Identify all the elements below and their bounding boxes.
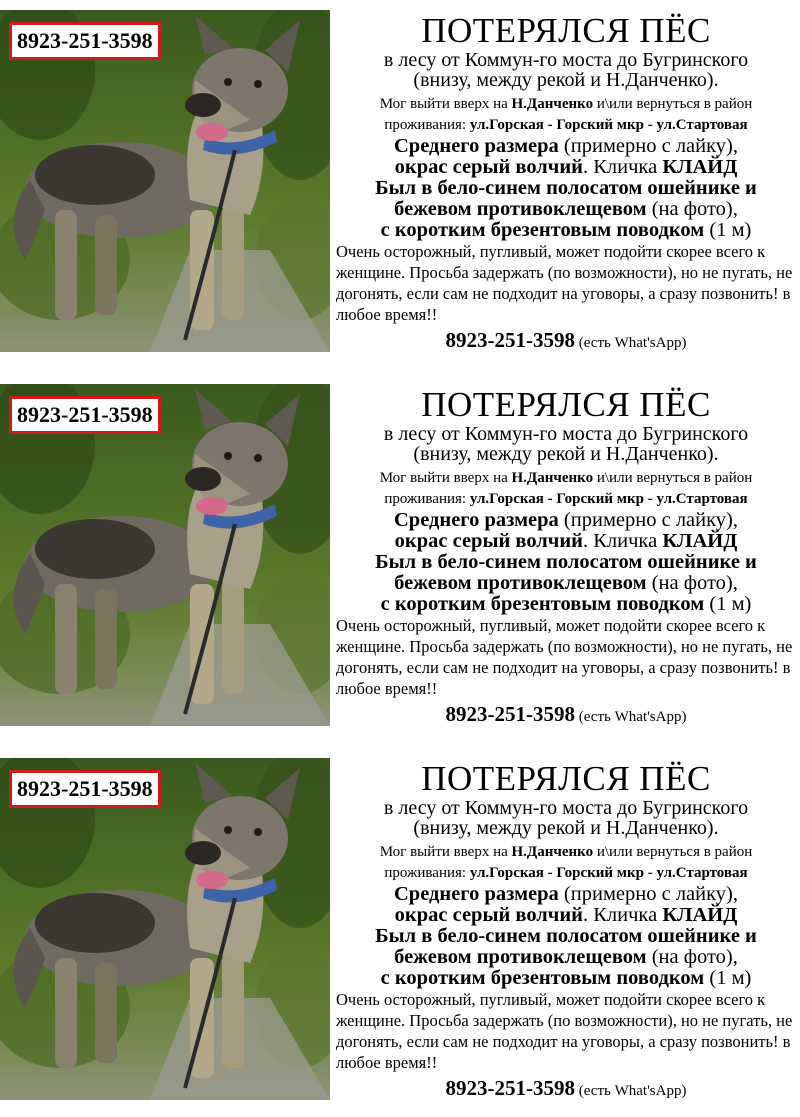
dog-photo: [0, 10, 330, 352]
route-streets-2: ул.Горская - Горский мкр - ул.Стартовая: [469, 117, 748, 133]
collar-bold-1: Был в бело-синем полосатом ошейнике и: [375, 177, 757, 199]
route-prefix: Мог выйти вверх на: [379, 470, 512, 486]
contact-phone: 8923-251-3598: [445, 328, 576, 352]
collar-line-2: [336, 199, 796, 220]
size-line: [336, 884, 796, 905]
lost-dog-flyer: [0, 10, 800, 356]
route-prefix-2: проживания:: [384, 491, 470, 507]
route-prefix-2: проживания:: [384, 117, 470, 133]
color-name-line: [336, 531, 796, 552]
name-prefix: . Кличка: [583, 904, 663, 926]
dog-illustration: [0, 10, 330, 352]
dog-name: КЛАЙД: [662, 904, 738, 926]
leash-rest: (1 м): [704, 219, 752, 241]
size-rest: (примерно с лайку),: [558, 883, 739, 905]
route-info: [336, 842, 796, 884]
route-prefix-2: проживания:: [384, 865, 470, 881]
collar-line-2: [336, 573, 796, 594]
collar-bold-2: бежевом противоклещевом: [394, 572, 647, 594]
leash-line: [336, 968, 796, 989]
route-info: [336, 468, 796, 510]
contact-note: (есть What'sApp): [575, 1083, 687, 1099]
collar-rest: (на фото),: [646, 572, 738, 594]
route-mid: и\или вернуться в район: [593, 96, 753, 112]
size-bold: Среднего размера: [393, 135, 559, 157]
contact-line: [336, 326, 796, 357]
phone-badge: 8923-251-3598: [9, 770, 161, 808]
warning-text: Очень осторожный, пугливый, может подойти скорее всего к женщине. Просьба задержать (по возможности), но не пугать, не догонять, если сам не подходит на уговоры, а сразу позвонить! в любое время!!: [336, 242, 793, 324]
route-mid: и\или вернуться в район: [593, 470, 753, 486]
route-mid: и\или вернуться в район: [593, 844, 753, 860]
color-bold: окрас серый волчий: [394, 530, 583, 552]
flyer-text: [336, 758, 796, 1105]
contact-line: [336, 700, 796, 731]
dog-name: КЛАЙД: [662, 530, 738, 552]
warning-text: Очень осторожный, пугливый, может подойти скорее всего к женщине. Просьба задержать (по возможности), но не пугать, не догонять, если сам не подходит на уговоры, а сразу позвонить! в любое время!!: [336, 616, 793, 698]
collar-line-2: [336, 947, 796, 968]
color-name-line: [336, 905, 796, 926]
name-prefix: . Кличка: [583, 156, 663, 178]
route-info: [336, 94, 796, 136]
collar-line-1: [336, 926, 796, 947]
contact-line: [336, 1074, 796, 1105]
dog-photo: [0, 758, 330, 1100]
contact-phone: 8923-251-3598: [445, 1076, 576, 1100]
route-prefix: Мог выйти вверх на: [379, 96, 512, 112]
contact-note: (есть What'sApp): [575, 335, 687, 351]
leash-rest: (1 м): [704, 967, 752, 989]
lost-dog-flyer: [0, 384, 800, 730]
phone-badge: 8923-251-3598: [9, 396, 161, 434]
size-rest: (примерно с лайку),: [558, 509, 739, 531]
leash-bold: с коротким брезентовым поводком: [380, 593, 705, 615]
name-prefix: . Кличка: [583, 530, 663, 552]
collar-bold-2: бежевом противоклещевом: [394, 198, 647, 220]
collar-line-1: [336, 552, 796, 573]
leash-line: [336, 220, 796, 241]
location-line-2: (внизу, между рекой и Н.Данченко).: [413, 69, 719, 91]
phone-badge: 8923-251-3598: [9, 22, 161, 60]
collar-rest: (на фото),: [646, 946, 738, 968]
location-line-2: (внизу, между рекой и Н.Данченко).: [413, 443, 719, 465]
route-streets-2: ул.Горская - Горский мкр - ул.Стартовая: [469, 865, 748, 881]
size-line: [336, 510, 796, 531]
dog-illustration: [0, 758, 330, 1100]
route-street-1: Н.Данченко: [511, 96, 594, 112]
route-streets-2: ул.Горская - Горский мкр - ул.Стартовая: [469, 491, 748, 507]
leash-line: [336, 594, 796, 615]
dog-name: КЛАЙД: [662, 156, 738, 178]
dog-photo: [0, 384, 330, 726]
color-name-line: [336, 157, 796, 178]
location-line-1: в лесу от Коммун-го моста до Бугринского: [383, 797, 749, 819]
color-bold: окрас серый волчий: [394, 156, 583, 178]
warning-text: Очень осторожный, пугливый, может подойти скорее всего к женщине. Просьба задержать (по возможности), но не пугать, не догонять, если сам не подходит на уговоры, а сразу позвонить! в любое время!!: [336, 990, 793, 1072]
flyer-text: [336, 384, 796, 731]
contact-note: (есть What'sApp): [575, 709, 687, 725]
leash-rest: (1 м): [704, 593, 752, 615]
collar-bold-2: бежевом противоклещевом: [394, 946, 647, 968]
collar-line-1: [336, 178, 796, 199]
size-line: [336, 136, 796, 157]
collar-bold-1: Был в бело-синем полосатом ошейнике и: [375, 925, 757, 947]
flyer-title: ПОТЕРЯЛСЯ ПЁС: [421, 759, 711, 798]
flyer-text: [336, 10, 796, 357]
flyer-title: ПОТЕРЯЛСЯ ПЁС: [421, 11, 711, 50]
collar-rest: (на фото),: [646, 198, 738, 220]
flyer-title: ПОТЕРЯЛСЯ ПЁС: [421, 385, 711, 424]
contact-phone: 8923-251-3598: [445, 702, 576, 726]
route-street-1: Н.Данченко: [511, 844, 594, 860]
leash-bold: с коротким брезентовым поводком: [380, 967, 705, 989]
size-bold: Среднего размера: [393, 883, 559, 905]
route-prefix: Мог выйти вверх на: [379, 844, 512, 860]
dog-illustration: [0, 384, 330, 726]
size-rest: (примерно с лайку),: [558, 135, 739, 157]
route-street-1: Н.Данченко: [511, 470, 594, 486]
location-line-1: в лесу от Коммун-го моста до Бугринского: [383, 423, 749, 445]
color-bold: окрас серый волчий: [394, 904, 583, 926]
location-line-2: (внизу, между рекой и Н.Данченко).: [413, 817, 719, 839]
leash-bold: с коротким брезентовым поводком: [380, 219, 705, 241]
location-line-1: в лесу от Коммун-го моста до Бугринского: [383, 49, 749, 71]
lost-dog-flyer: [0, 758, 800, 1104]
collar-bold-1: Был в бело-синем полосатом ошейнике и: [375, 551, 757, 573]
size-bold: Среднего размера: [393, 509, 559, 531]
